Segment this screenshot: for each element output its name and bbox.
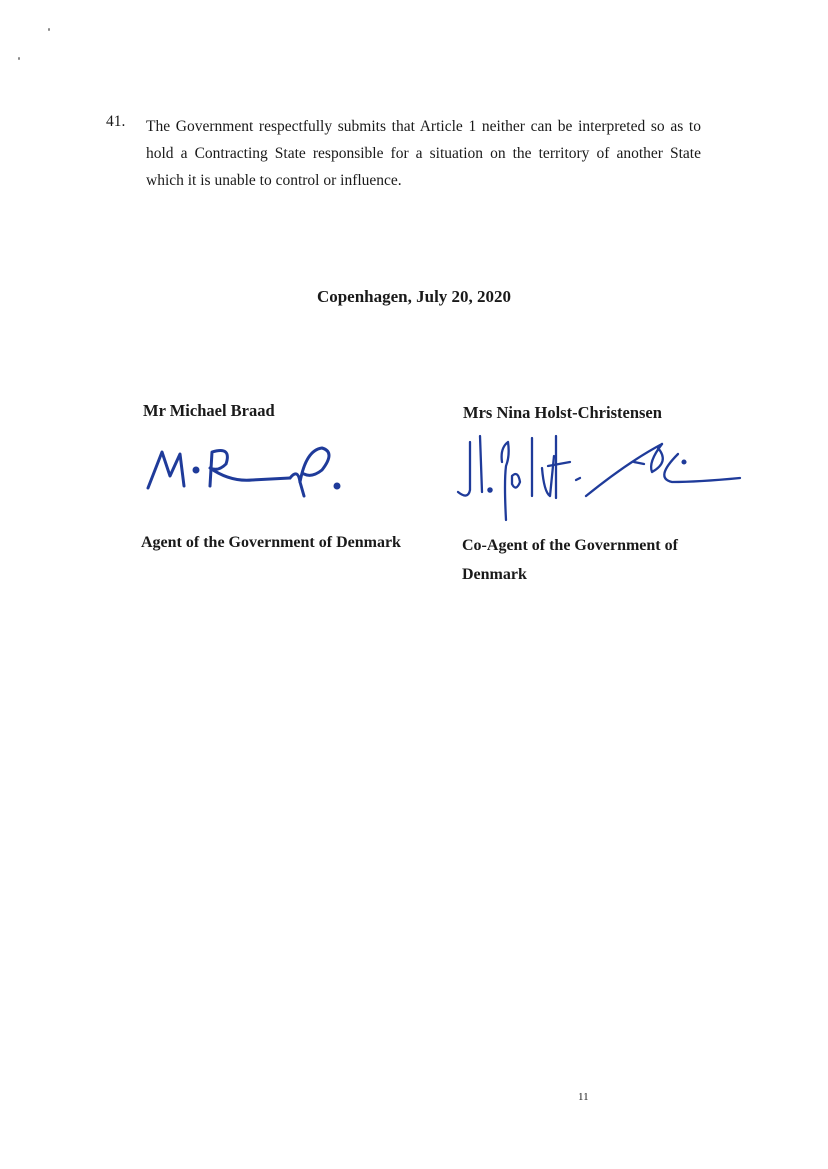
- signature-michael-braad: [140, 438, 360, 500]
- signatory-2-name: Mrs Nina Holst-Christensen: [463, 403, 662, 422]
- place-date-line: Copenhagen, July 20, 2020: [316, 287, 512, 306]
- paragraph-number: 41.: [106, 113, 126, 130]
- paragraph-text: The Government respectfully submits that Article 1 neither can be interpreted so as to hold a Contracting State responsible for a situation on the territory of another State which it is unable to control or influence.: [146, 118, 701, 189]
- scan-speck: [18, 57, 20, 60]
- page-number: 11: [578, 1091, 589, 1103]
- signatory-1-role: Agent of the Government of Denmark: [141, 534, 401, 551]
- signature-nina-holst-christensen: [448, 432, 743, 524]
- scan-speck: [48, 28, 50, 31]
- signatory-1-name: Mr Michael Braad: [143, 401, 275, 420]
- signatory-2-role: Co-Agent of the Government of Denmark: [462, 537, 678, 583]
